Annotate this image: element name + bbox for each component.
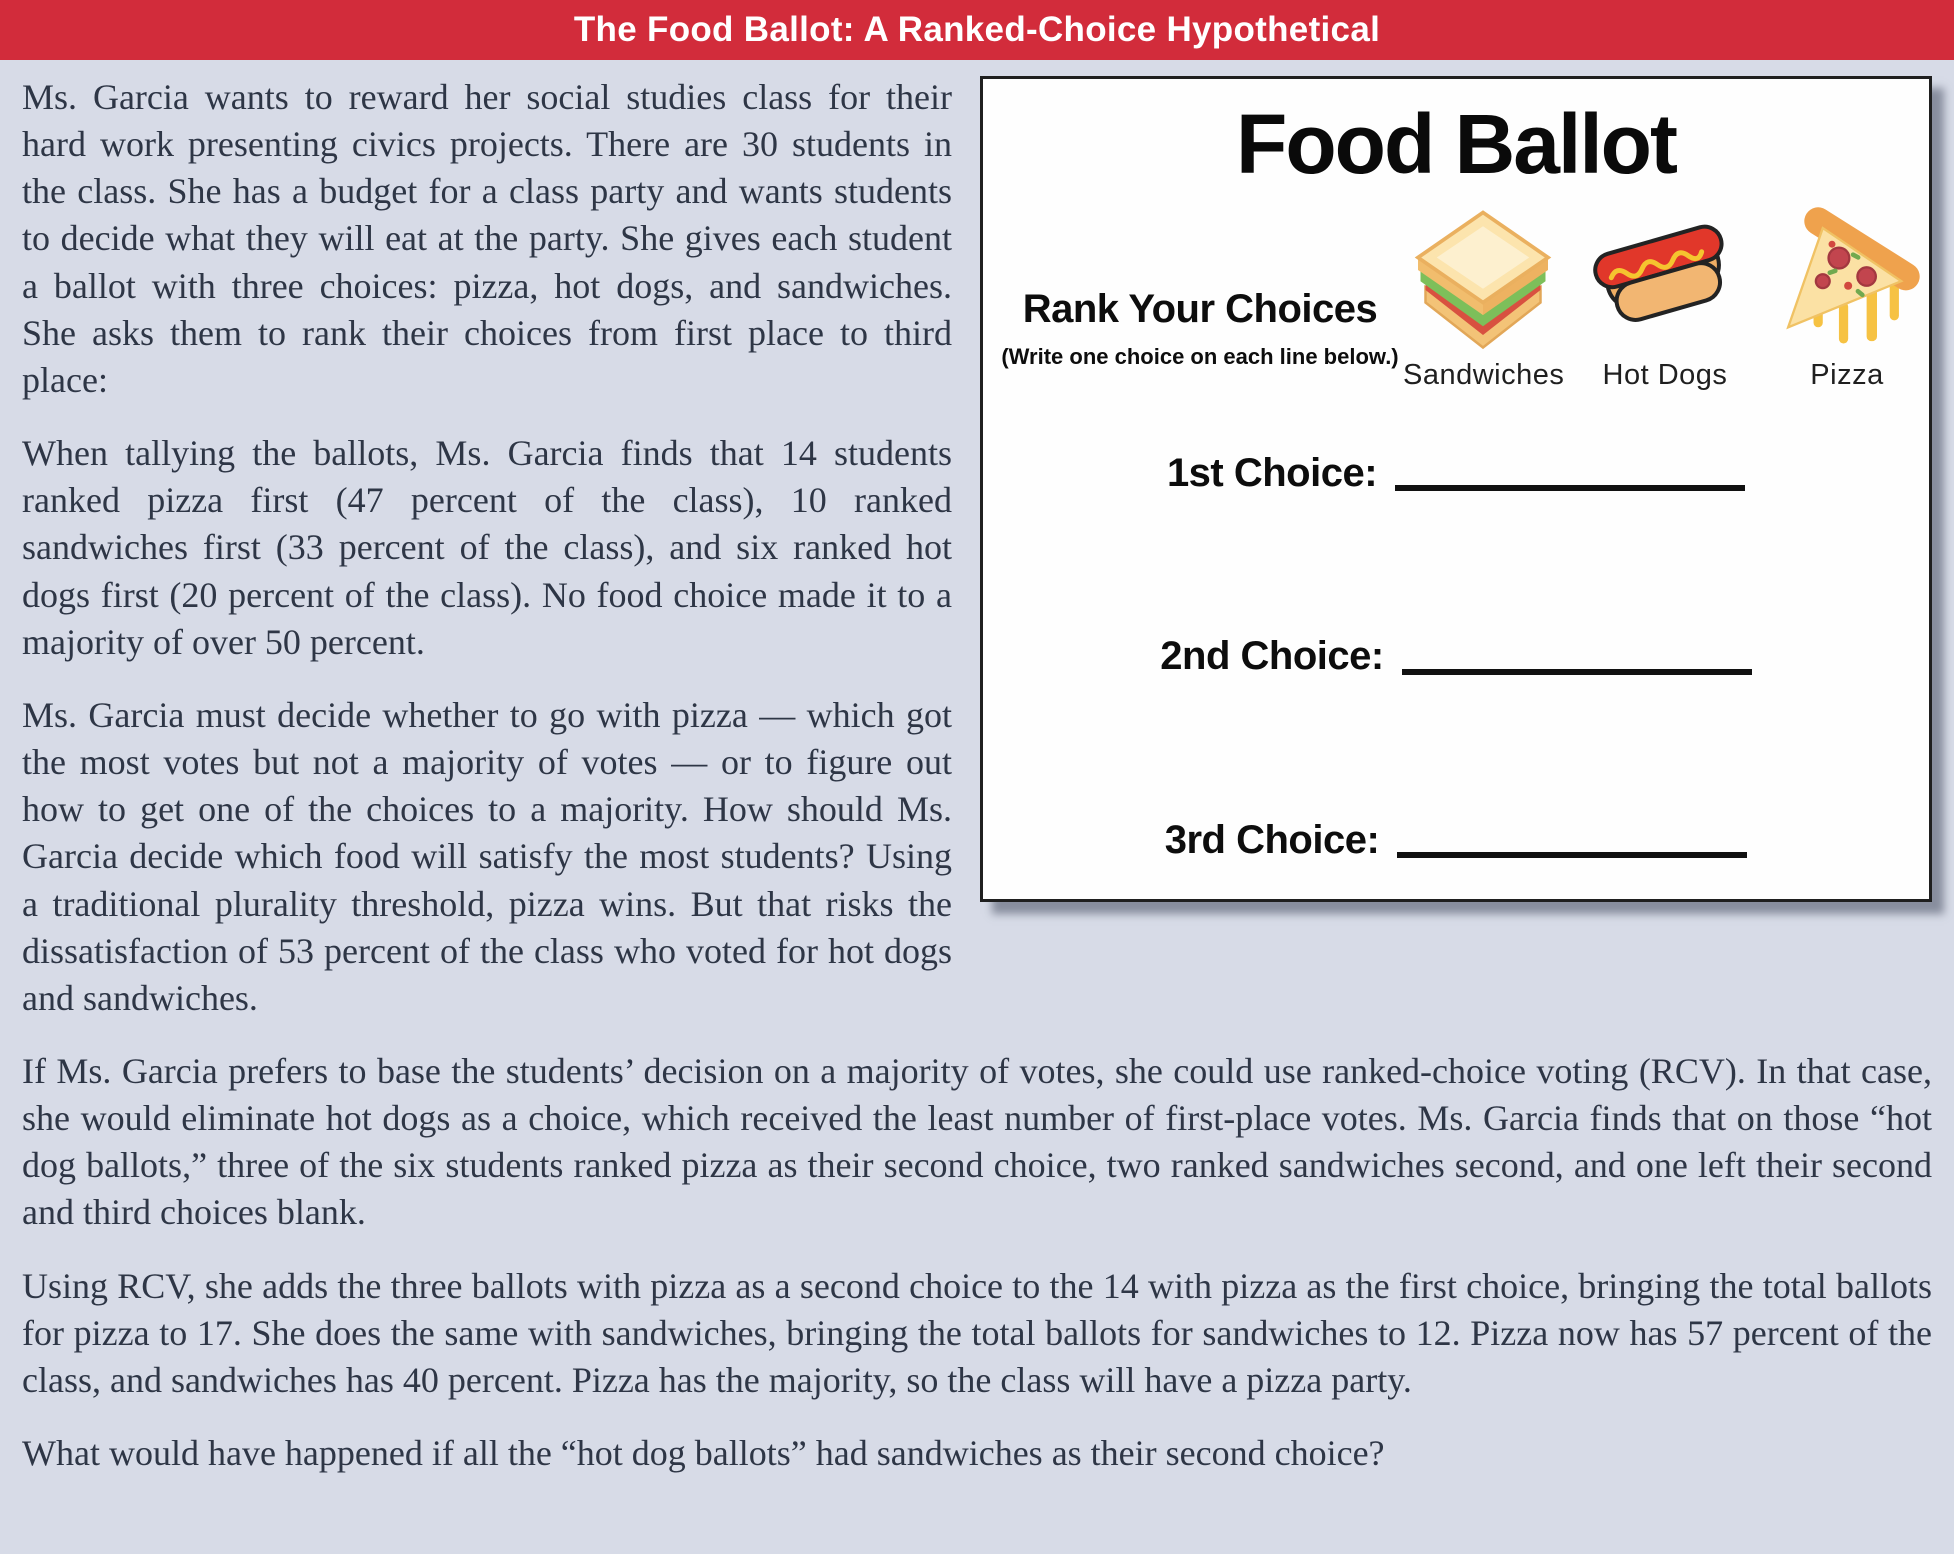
food-option-sandwiches (1403, 205, 1563, 395)
ballot-title: Food Ballot (1236, 97, 1676, 191)
sandwich-icon (1408, 205, 1558, 355)
food-label: Sandwiches (1403, 359, 1565, 392)
food-option-hot-dogs (1585, 205, 1745, 395)
choice-row-2 (983, 630, 1929, 682)
second-choice-write-in-line[interactable] (1402, 669, 1752, 675)
choice-row-1 (983, 447, 1929, 499)
ballot-choices (983, 447, 1929, 866)
ballot-top-section (983, 199, 1929, 395)
hot-dog-icon (1590, 205, 1740, 355)
food-options-row (1403, 205, 1927, 395)
second-choice-label: 2nd Choice: (1160, 634, 1384, 679)
third-choice-write-in-line[interactable] (1397, 852, 1747, 858)
document-body (0, 60, 1954, 1477)
paragraph-question: What would have happened if all the “hot dog ballots” had sandwiches as their second choice? (22, 1433, 1385, 1474)
first-choice-write-in-line[interactable] (1395, 485, 1745, 491)
page-title: The Food Ballot: A Ranked-Choice Hypothetical (573, 10, 1381, 49)
paragraph-rcv-result: Using RCV, she adds the three ballots with pizza as a second choice to the 14 with pizza as the first choice, bringing the total ballots for pizza to 17. She does the same with sandwiches, bringing the total ballots for sandwiches to 12. Pizza now has 57 percent of the class, and sandwiches has 40 percent. Pizza has the majority, so the class will have a pizza party. (22, 1265, 1932, 1400)
first-choice-label: 1st Choice: (1166, 451, 1378, 496)
paragraph-intro: Ms. Garcia wants to reward her social studies class for their hard work presenting civics projects. There are 30 students in the class. She has a budget for a class party and wants students to decide what they will eat at the party. She gives each student a ballot with three choices: pizza, hot dogs, and sandwiches. She asks them to rank their choices from first place to third place: (22, 77, 952, 400)
paragraph-rcv-explained: If Ms. Garcia prefers to base the students’ decision on a majority of votes, she could use ranked-choice voting (RCV). In that case, she would eliminate hot dogs as a choice, which received the least number of first-place votes. Ms. Garcia finds that on those “hot dog ballots,” three of the six students ranked pizza as their second choice, two ranked sandwiches second, and one left their second and third choices blank. (22, 1050, 1932, 1233)
third-choice-label: 3rd Choice: (1164, 817, 1380, 862)
pizza-icon (1772, 205, 1922, 355)
food-label: Hot Dogs (1602, 359, 1728, 392)
paragraph-decision: Ms. Garcia must decide whether to go with pizza — which got the most votes but not a majority of votes — or to figure out how to get one of the choices to a majority. How should Ms. Garcia decide which food will satisfy the most students? Using a traditional plurality threshold, pizza wins. But that risks the dissatisfaction of 53 percent of the class who voted for hot dogs and sandwiches. (22, 694, 952, 1018)
food-option-pizza (1767, 205, 1927, 395)
rank-instructions-block (997, 205, 1403, 372)
title-bar (0, 0, 1954, 60)
food-ballot-card (980, 76, 1932, 902)
food-label: Pizza (1810, 359, 1884, 392)
rank-your-choices-heading: Rank Your Choices (1022, 287, 1378, 332)
choice-row-3 (983, 814, 1929, 866)
rank-instructions-text: (Write one choice on each line below.) (1001, 344, 1399, 370)
paragraph-tally: When tallying the ballots, Ms. Garcia finds that 14 students ranked pizza first (47 percent of the class), 10 ranked sandwiches first (33 percent of the class), and six ranked hot dogs first (20 percent of the class). No food choice made it to a majority of over 50 percent. (22, 433, 952, 662)
